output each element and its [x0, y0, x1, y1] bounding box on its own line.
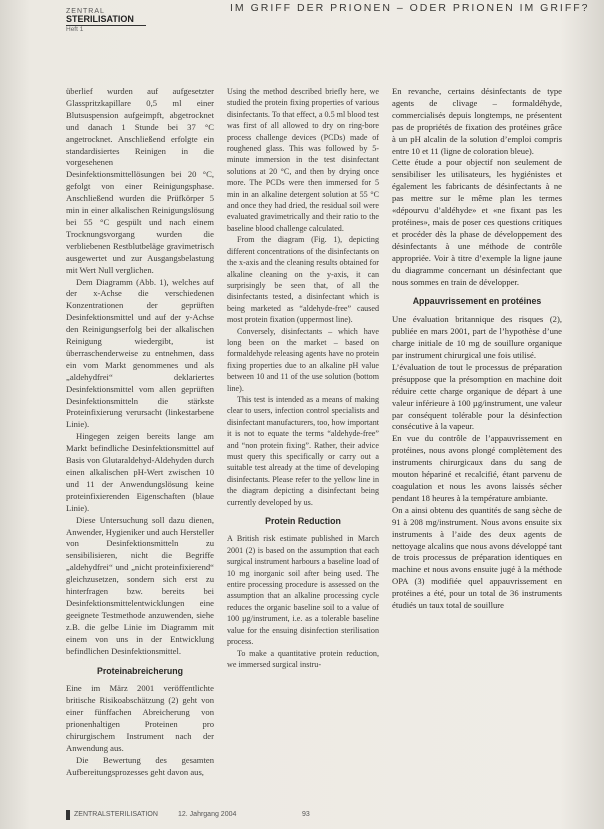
- column-french: [392, 86, 562, 806]
- paragraph: On a ainsi obtenu des quantités de sang sèche de 91 à 208 mg/instrument. Nous avons ensuite six instruments à l’aide des deux agents de nettoyage alcalins que nous avons développé tant de trois processus de préparation identiques en machine et nous avons ensuite jugé à la méthode OPA (3) modifiée quel appauvrissement en protéines a été, pour un total de 36 instruments étudiés un taux total de souillure: [392, 504, 562, 611]
- column-english: [227, 86, 379, 806]
- section-heading: Protein Reduction: [265, 516, 341, 527]
- paragraph: From the diagram (Fig. 1), depicting different concentrations of the disinfectants on the x-axis and the cleaning results obtained for alkaline cleaning on the y-axis, it can surprisingly be seen that, of all the disinfectants tested, a disinfectant which is being marketed as “aldehyde-free” caused most protein fixation (uppermost line).: [227, 235, 379, 325]
- paragraph: Using the method described briefly here, we studied the protein fixing properties of various disinfectants. To that effect, a 0.5 ml blood test was first of all allowed to dry on ring-bore process challenge devices (PCDs) made of roughened glass. This was followed by 5-minute immersion in the test disinfectant solutions at 20 °C, and then by drying once more. The PCDs were then immersed for 5 min in an alkaline detergent solution at 55 °C and once they had dried, the residual soil were evaluated gravimetrically and their ratio to the baseline blood challenge calculated.: [227, 87, 379, 233]
- paragraph: Dem Diagramm (Abb. 1), welches auf der x-Achse die verschiedenen Konzentrationen der geprüften Desinfektionsmittel und auf der y-Achse den Reinigungserfolg bei der alkalischen Reinigung wiedergibt, ist überraschenderweise zu entnehmen, dass ein vom Markt genommenes und als „aldehydfrei“ deklariertes Desinfektionsmittel vom allen geprüften Desinfektionsmitteln die stärkste Proteinfixierung verursacht (linkestarbene Linie).: [66, 276, 214, 430]
- column-german: [66, 86, 214, 806]
- section-heading: Appauvrissement en protéines: [412, 296, 542, 307]
- paragraph: Diese Untersuchung soll dazu dienen, Anwender, Hygieniker und auch Hersteller von Desinfektionsmitteln zu sensibilisieren, nicht die Begriffe „aldehydfrei“ und „nicht proteinfixierend“ gleichzusetzen, sondern sich erst zu hinterfragen bzw. bereits bei Desinfektionsmittelentwicklungen eine geeignete Testmethode anzuwenden, siehe z.B. die gelbe Linie im Diagramm mit einem von uns in der Entwicklung befindlichen Desinfektionsmittel.: [66, 514, 214, 656]
- paragraph: überlief wurden auf aufgesetzter Glasspritzkapillare 0,5 ml einer Blutsuspension aufgeimpft, abgetrocknet und danach 1 Stunde bei 37 °C angetrocknet. Anschließend erfolgte ein standardisiertes Reinigen in die vorgesehenen Desinfektionsmittellösungen bei 20 °C, gefolgt von einer Reinigungsphase. Anschließend wurden die Prüfkörper 5 min in einer alkalischen Reinigungslösung bei 55 °C gespült und nach einem Trocknungsvorgang wurden die verbliebenen Restblutbeläge gravimetrisch ausgewertet und zur Ausgangsbelastung mit Wert Null verglichen.: [66, 86, 214, 275]
- paragraph: Cette étude a pour objectif non seulement de sensibiliser les utilisateurs, les hygiénistes et également les fabricants de désinfectants à ne pas mettre sur le même plan les termes «dépourvu d’aldéhyde» et «ne fixant pas les protéines», mais de poser ces questions critiques et procéder dès la phase de développement des désinfectants à une méthode de contrôle appropriée. Voir à titre d’exemple la ligne jaune du diagramme concernant un désinfectant que nous sommes en train de développer.: [392, 157, 562, 287]
- paragraph: Eine im März 2001 veröffentlichte britische Risikoabschätzung (2) geht von einer fünffachen Abreicherung von prionenhaltigen Proteinen pro chirurgischem Instrument nach der Anwendung aus.: [66, 683, 214, 753]
- paragraph: To make a quantitative protein reduction, we immersed surgical instru-: [227, 648, 379, 669]
- logo-line3: Heft 1: [66, 26, 84, 33]
- paragraph: Hingegen zeigen bereits lange am Markt befindliche Desinfektionsmittel auf Basis von Glutaraldehyd-Aldehyden durch einen alkalischen pH-Wert zwischen 10 und 11 der Anwendungslösung keine proteinfixierenden Eigenschaften (blaue Linie).: [66, 431, 214, 513]
- page-number: 93: [302, 811, 310, 818]
- footer-brand: ZENTRALSTERILISATION: [74, 811, 158, 818]
- page-footer: [66, 810, 574, 824]
- logo-line1: ZENTRAL: [66, 8, 105, 15]
- logo-line2: STERILISATION: [66, 15, 146, 26]
- paragraph: En vue du contrôle de l’appauvrissement en protéines, nous avons plongé complètement des instruments chirurgicaux dans du sang de mouton hépariné et recalcifié, étant parvenu de coagulation et nous les avons laissés sécher pendant 18 heures à la température ambiante.: [392, 433, 562, 503]
- section-heading: Proteinabreicherung: [96, 665, 184, 676]
- paragraph: A British risk estimate published in March 2001 (2) is based on the assumption that each surgical instrument harbours a baseline load of 10 mg inorganic soil after being used. The entire processing procedure is assessed on the assumption that an alkaline processing cycle reduces the organic baseline soil to a value of 100 µg/instrument, i.e. as a tolerable baseline value for the ensuing disinfection sterilisation process.: [227, 534, 379, 647]
- paragraph: En revanche, certains désinfectants de type agents de clivage – formaldéhyde, commercialisés depuis longtemps, ne présentent pas de propriétés de fixation des protéines grâce à un pH alcalin de la solution d’emploi compris entre 10 et 11 (ligne de coloration bleue).: [392, 86, 562, 156]
- paragraph: L’évaluation de tout le processus de préparation présuppose que la présomption en machine doit réduire cette charge organique de départ à une valeur inférieure à 100 µg/instrument, une valeur par conséquent tolérable pour la désinfection consécutive à la vapeur.: [392, 361, 562, 432]
- paragraph: Die Bewertung des gesamten Aufbereitungsprozesses geht davon aus,: [66, 754, 214, 777]
- footer-issue: 12. Jahrgang 2004: [178, 811, 237, 818]
- paragraph: Conversely, disinfectants – which have long been on the market – based on formaldehyde releasing agents have no protein fixing properties due to an alkaline pH value between 10 and 11 of the use solution (bottom line).: [227, 326, 379, 393]
- footer-rule: [66, 810, 70, 820]
- running-head: IM GRIFF DER PRIONEN – ODER PRIONEN IM GRIFF?: [230, 2, 590, 14]
- paragraph: This test is intended as a means of making clear to users, infection control specialists and disinfectant manufacturers, too, how important it is not to equate the terms “aldehyde-free” and “non protein fixing”. Rather, their advice must query this specifically or carry out a suitable test already at the time of developing disinfectants. Please refer to the yellow line in the diagram depicting a disinfectant being currently developed by us.: [227, 394, 379, 507]
- paragraph: Une évaluation britannique des risques (2), publiée en mars 2001, part de l’hypothèse d’une charge initiale de 10 mg de souillure organique par instrument chirurgical une fois utilisé.: [392, 314, 562, 361]
- journal-logo: [66, 8, 146, 34]
